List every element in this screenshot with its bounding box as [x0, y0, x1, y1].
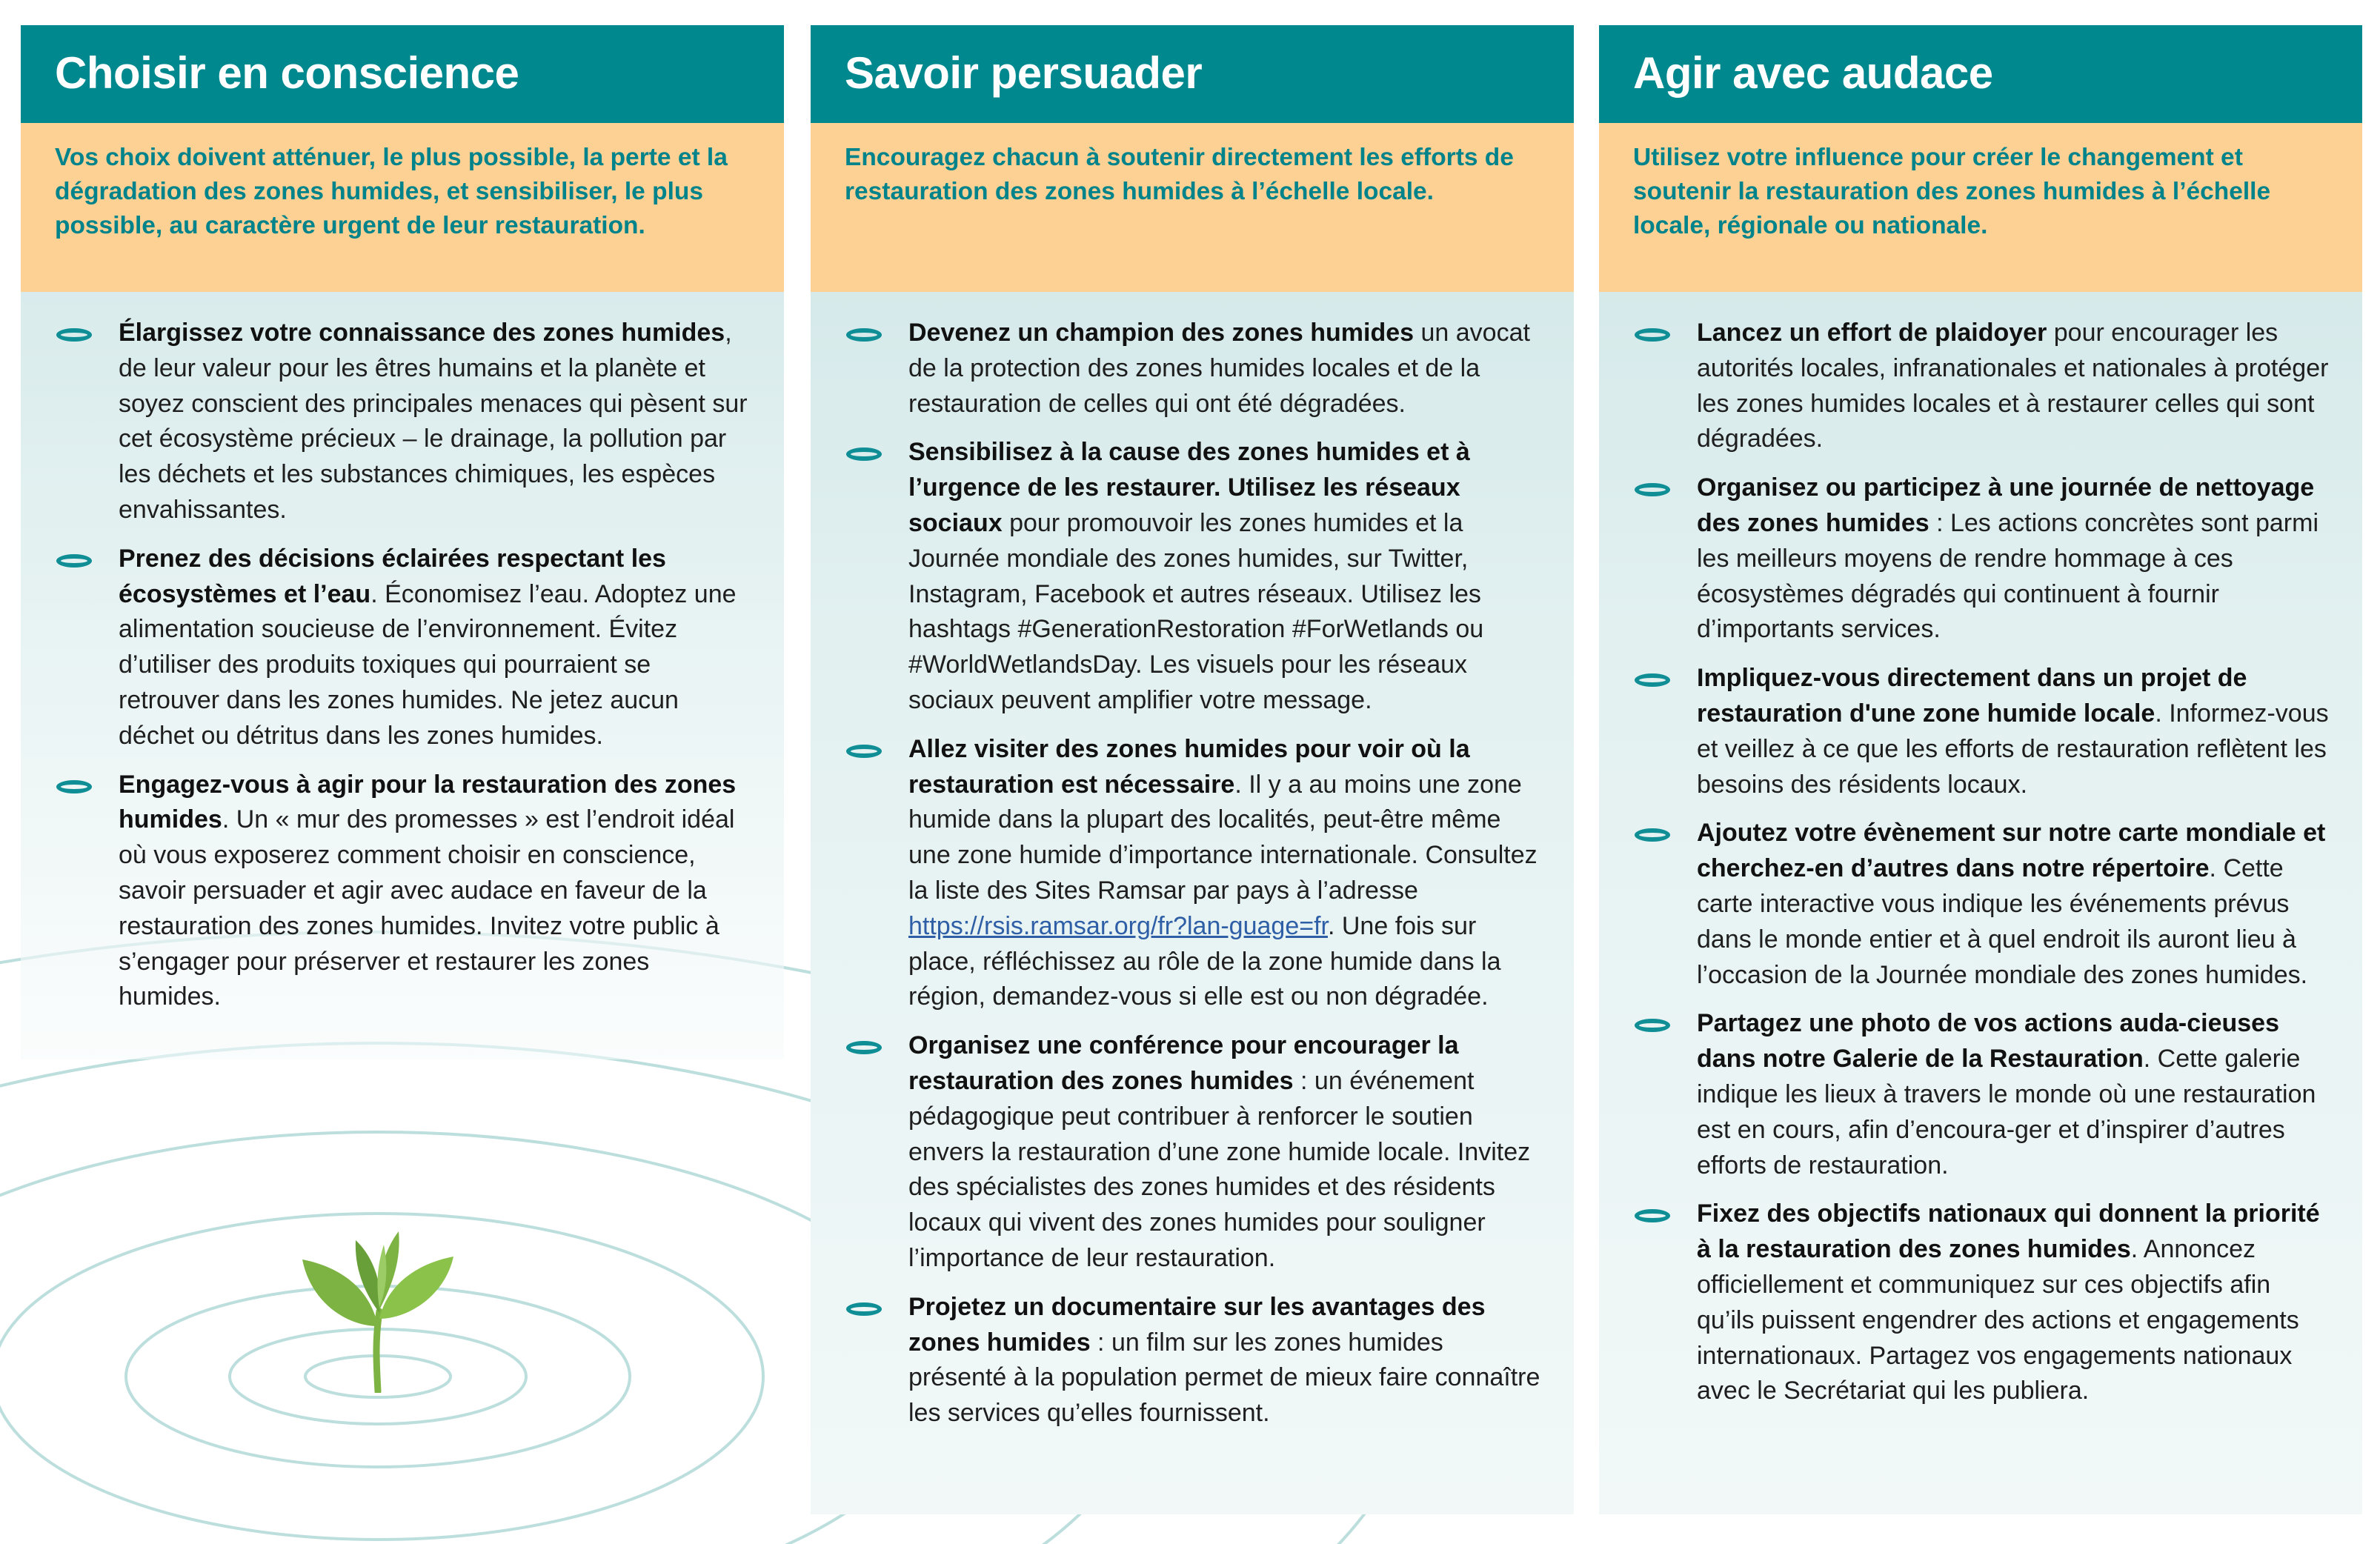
- ring-bullet-icon: [846, 1302, 882, 1316]
- ring-bullet-icon: [1635, 673, 1670, 687]
- item-text: pour promouvoir les zones humides et la Journée mondiale des zones humides, sur Twitter, Instagram, Facebook et autres réseaux. Utilisez les hashtags #GenerationRestoration #ForWetlands ou #WorldWetlandsDay. Les visuels pour les réseaux sociaux peuvent amplifier votre message.: [908, 508, 1484, 714]
- list-item: [21, 542, 754, 754]
- item-text: . Cette galerie indique les lieux à travers le monde où une restauration est en cours, afin d’encoura-ger et d’inspirer d’autres efforts de restauration.: [1697, 1045, 2316, 1179]
- item-lead: Prenez des décisions éclairées respectant les écosystèmes et l’eau: [119, 544, 666, 608]
- item-lead: Impliquez-vous directement dans un projet de restauration d'une zone humide locale: [1697, 664, 2247, 728]
- ring-bullet-icon: [1635, 1209, 1670, 1222]
- item-text: , de leur valeur pour les êtres humains et la planète et soyez conscient des principales menaces qui pèsent sur cet écosystème précieux – le drainage, la pollution par les déchets et les substances chimiques, les espèces envahissantes.: [119, 319, 748, 524]
- item-text: . Un « mur des promesses » est l’endroit idéal où vous exposerez comment choisir en conscience, savoir persuader et agir avec audace en faveur de la restauration des zones humides. Invitez votre public à s’engager pour préserver et restaurer les zones humides.: [119, 805, 735, 1011]
- ring-bullet-icon: [1635, 828, 1670, 842]
- list-item: [811, 435, 1544, 718]
- item-text: : Les actions concrètes sont parmi les meilleurs moyens de rendre hommage à ces écosystèmes dégradés qui continuent à fournir d’importants services.: [1697, 508, 2318, 644]
- item-lead: Organisez une conférence pour encourager la restauration des zones humides: [908, 1031, 1459, 1095]
- column-agir: [1599, 25, 2362, 1514]
- ring-bullet-icon: [56, 554, 92, 568]
- intro-text: Encouragez chacun à soutenir directement les efforts de restauration des zones humides à l’échelle locale.: [845, 144, 1514, 205]
- column-intro: [811, 123, 1574, 292]
- item-text-after: . Une fois sur place, réfléchissez au rôle de la zone humide dans la région, demandez-vous si elle est ou non dégradée.: [908, 911, 1501, 1011]
- ring-bullet-icon: [1635, 1019, 1670, 1032]
- list-item: [811, 732, 1544, 1015]
- column-choisir: [21, 25, 784, 1059]
- item-text: . Annoncez officiellement et communiquez sur ces objectifs afin qu’ils puissent engendrer des actions et engagements internationaux. Partagez vos engagements nationaux avec le Secrétariat qui les publiera.: [1697, 1235, 2299, 1405]
- item-text: . Il y a au moins une zone humide dans la plupart des localités, peut-être même une zone humide d’importance internationale. Consultez la liste des Sites Ramsar par pays à l’adresse: [908, 770, 1538, 905]
- ring-bullet-icon: [1635, 483, 1670, 496]
- item-lead: Lancez un effort de plaidoyer: [1697, 319, 2047, 347]
- item-lead: Sensibilisez à la cause des zones humides et à l’urgence de les restaurer. Utilisez les réseaux sociaux: [908, 438, 1470, 537]
- column-title: Savoir persuader: [845, 48, 1203, 98]
- ring-bullet-icon: [846, 447, 882, 461]
- list-item: [1599, 661, 2333, 802]
- list-item: [1599, 816, 2333, 993]
- ramsar-link[interactable]: https://rsis.ramsar.org/fr?lan-guage=fr: [908, 911, 1328, 940]
- action-list: [21, 292, 784, 1015]
- ring-bullet-icon: [56, 780, 92, 793]
- item-lead: Projetez un documentaire sur les avantages des zones humides: [908, 1292, 1486, 1357]
- action-list: [811, 292, 1574, 1431]
- item-text: . Économisez l’eau. Adoptez une alimentation soucieuse de l’environnement. Évitez d’utiliser des produits toxiques qui pourraient se retrouver dans les zones humides. Ne jetez aucun déchet ou détritus dans les zones humides.: [119, 579, 737, 750]
- ring-bullet-icon: [846, 328, 882, 342]
- list-item: [21, 768, 754, 1016]
- item-lead: Fixez des objectifs nationaux qui donnent la priorité à la restauration des zones humides: [1697, 1199, 2320, 1264]
- intro-text: Utilisez votre influence pour créer le changement et soutenir la restauration des zones humides à l’échelle locale, régionale ou nationale.: [1633, 144, 2271, 239]
- list-item: [811, 1028, 1544, 1277]
- column-title: Choisir en conscience: [55, 48, 519, 98]
- item-lead: Devenez un champion des zones humides: [908, 319, 1415, 347]
- list-item: [811, 316, 1544, 422]
- ring-bullet-icon: [846, 1041, 882, 1054]
- item-lead: Partagez une photo de vos actions auda-cieuses dans notre Galerie de la Restauration: [1697, 1009, 2279, 1074]
- list-item: [1599, 1006, 2333, 1183]
- column-intro: [1599, 123, 2362, 292]
- list-item: [1599, 470, 2333, 648]
- ring-bullet-icon: [56, 328, 92, 342]
- list-item: [811, 1290, 1544, 1431]
- column-header: [1599, 25, 2362, 123]
- item-text: . Cette carte interactive vous indique les événements prévus dans le monde entier et à quel endroit ils auront lieu à l’occasion de la Journée mondiale des zones humides.: [1697, 854, 2308, 989]
- sprout-icon: [296, 1215, 459, 1393]
- item-lead: Allez visiter des zones humides pour voir où la restauration est nécessaire: [908, 734, 1470, 799]
- item-lead: Engagez-vous à agir pour la restauration des zones humides: [119, 770, 737, 834]
- item-text: : un film sur les zones humides présenté à la population permet de mieux faire connaître les services qu’elles fournissent.: [908, 1328, 1540, 1428]
- column-header: [21, 25, 784, 123]
- ring-bullet-icon: [846, 745, 882, 758]
- item-text: . Informez-vous et veillez à ce que les efforts de restauration reflètent les besoins des résidents locaux.: [1697, 699, 2329, 799]
- list-item: [21, 316, 754, 528]
- list-item: [1599, 1197, 2333, 1409]
- item-text: pour encourager les autorités locales, infranationales et nationales à protéger les zones humides locales et à restaurer celles qui sont dégradées.: [1697, 319, 2329, 453]
- intro-text: Vos choix doivent atténuer, le plus possible, la perte et la dégradation des zones humides, et sensibiliser, le plus possible, au caractère urgent de leur restauration.: [55, 144, 728, 239]
- column-header: [811, 25, 1574, 123]
- item-text: un avocat de la protection des zones humides locales et de la restauration de celles qui ont été dégradées.: [908, 319, 1530, 418]
- action-list: [1599, 292, 2362, 1409]
- column-title: Agir avec audace: [1633, 48, 1993, 98]
- ring-bullet-icon: [1635, 328, 1670, 342]
- item-text: : un événement pédagogique peut contribuer à renforcer le soutien envers la restauration d’une zone humide locale. Invitez des spécialistes des zones humides et des résidents locaux qui vivent des zones humides pour souligner l’importance de leur restauration.: [908, 1066, 1531, 1272]
- column-persuader: [811, 25, 1574, 1514]
- list-item: [1599, 316, 2333, 457]
- item-lead: Élargissez votre connaissance des zones humides: [119, 319, 725, 347]
- item-lead: Ajoutez votre évènement sur notre carte mondiale et cherchez-en d’autres dans notre répertoire: [1697, 819, 2326, 883]
- column-intro: [21, 123, 784, 292]
- item-lead: Organisez ou participez à une journée de nettoyage des zones humides: [1697, 473, 2315, 537]
